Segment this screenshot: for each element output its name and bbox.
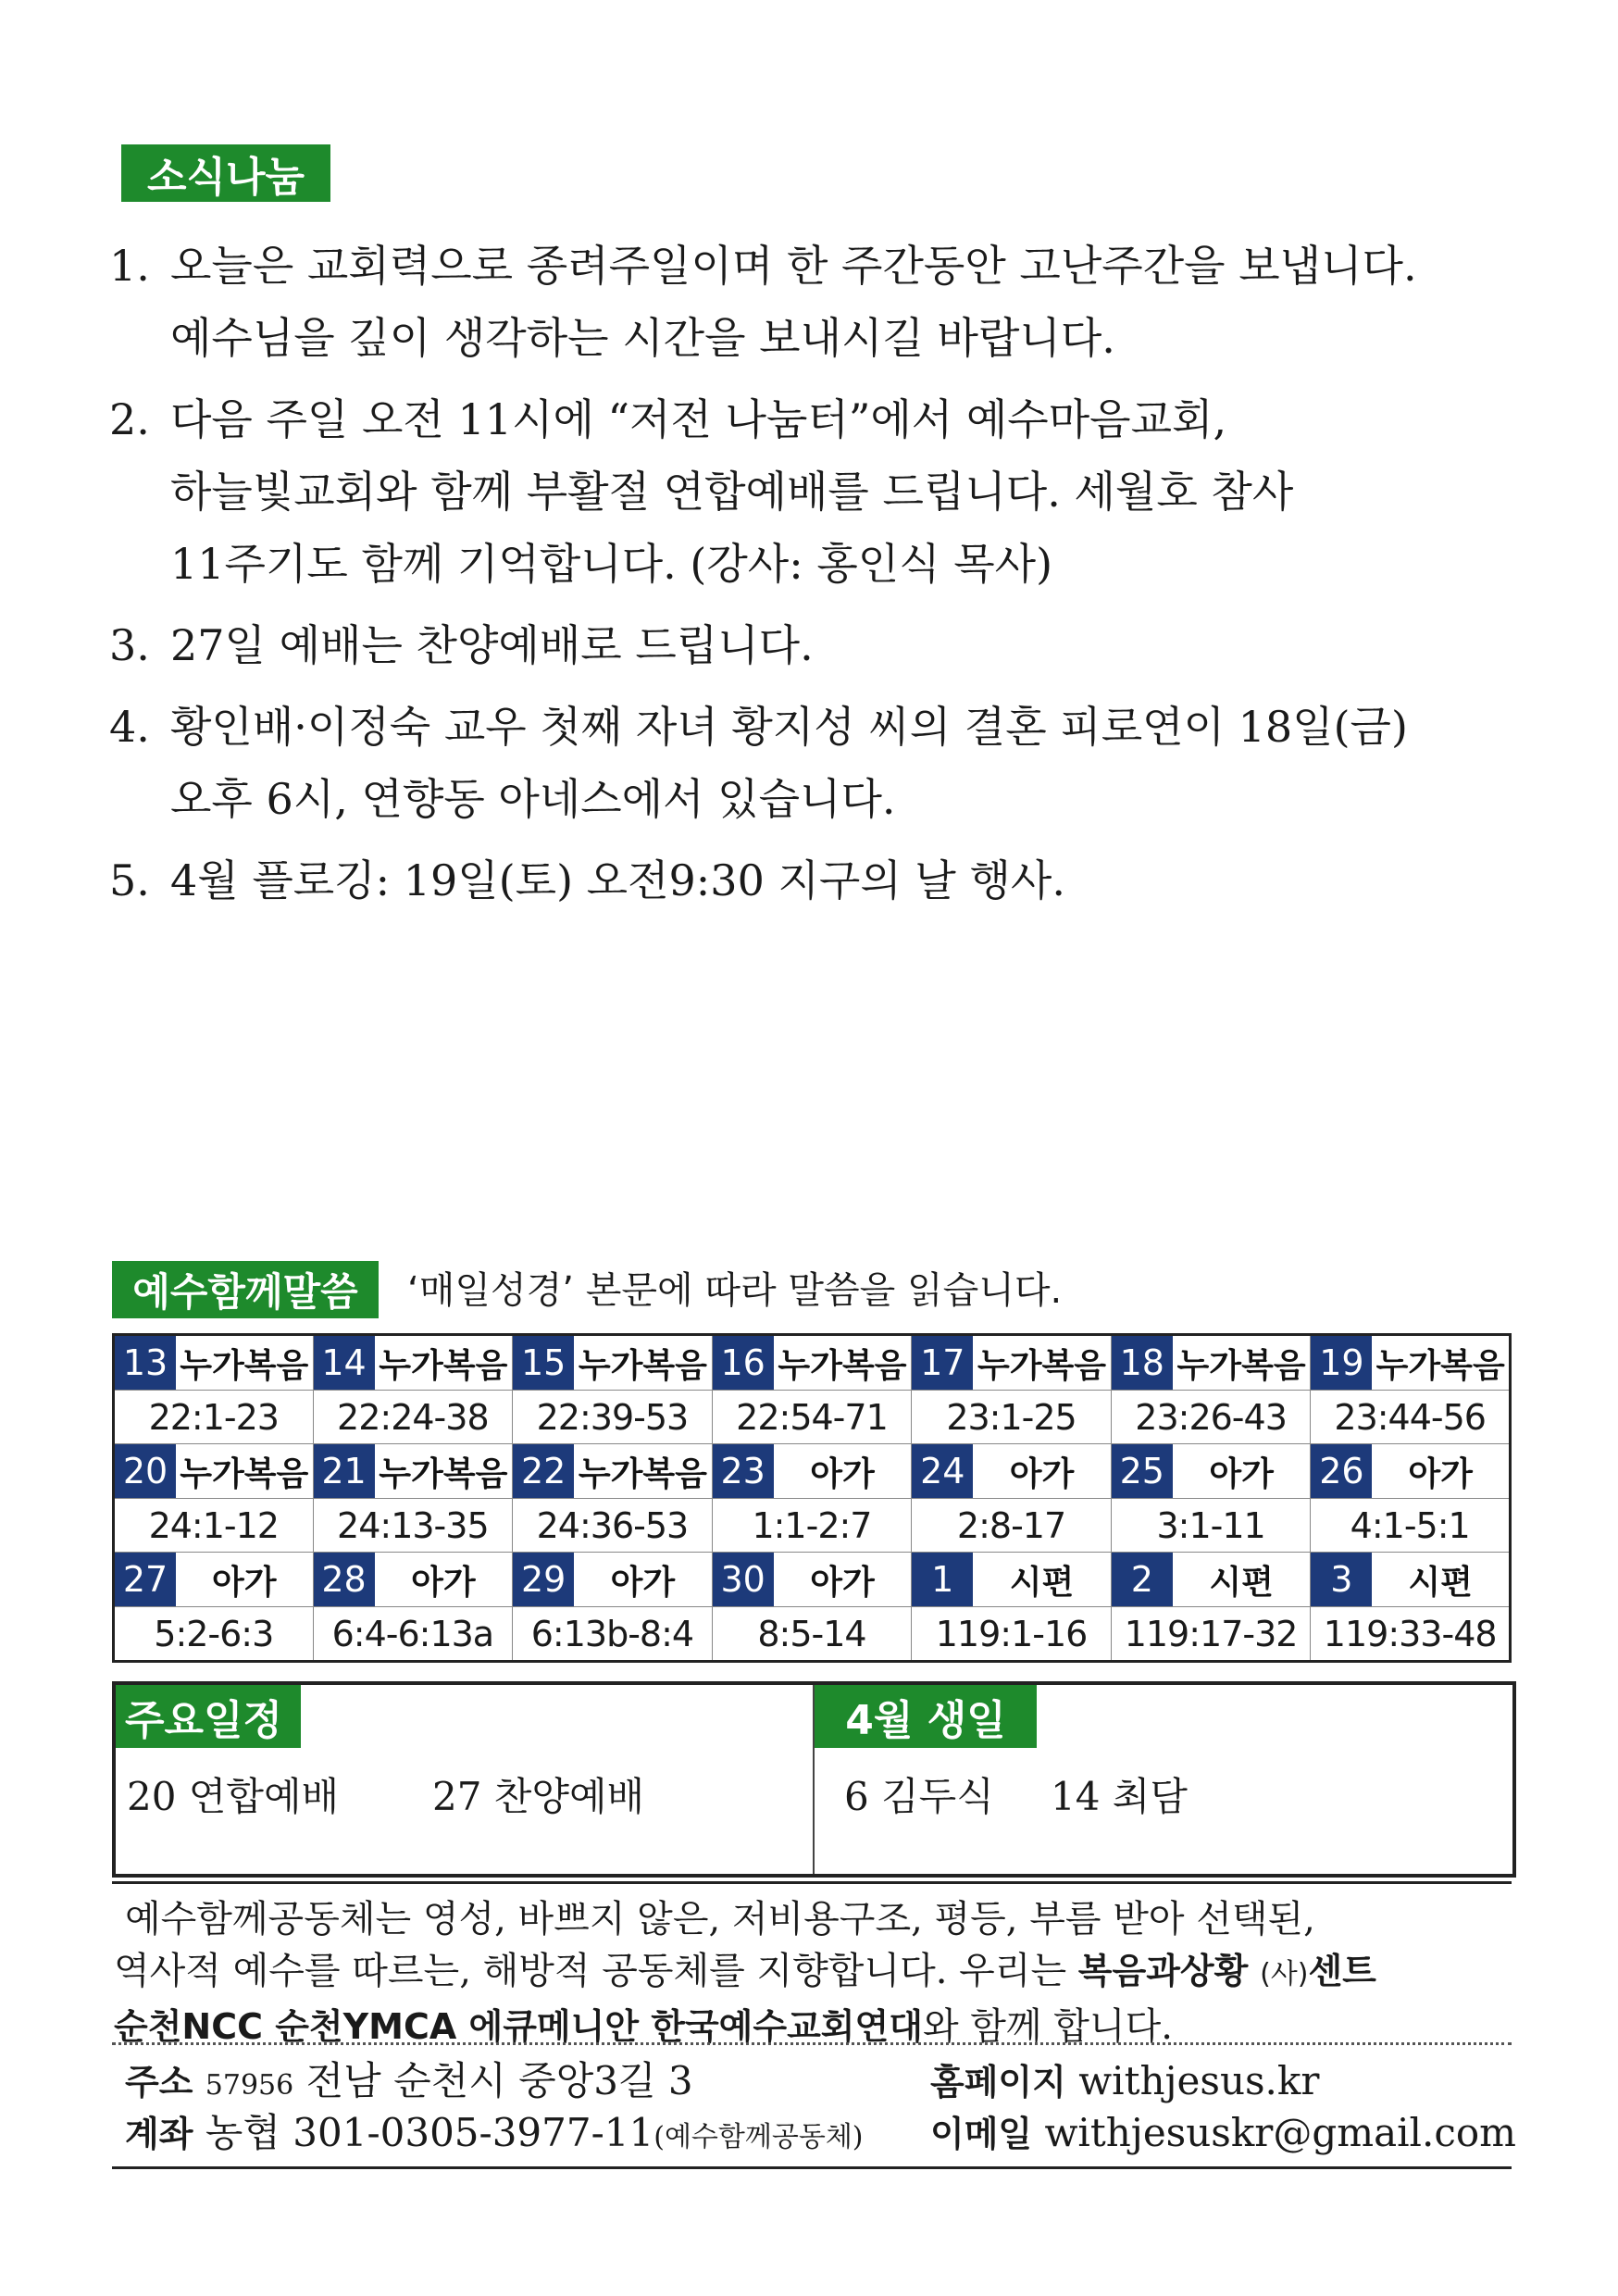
reading-day-row — [114, 1553, 1511, 1607]
book-name: 누가복음 — [977, 1346, 1107, 1385]
verse-range: 22:24-38 — [313, 1391, 513, 1444]
reading-verse-row — [114, 1607, 1511, 1662]
book-name: 누가복음 — [578, 1454, 707, 1493]
book-name: 누가복음 — [1375, 1346, 1505, 1385]
verse-range: 6:4-6:13a — [313, 1607, 513, 1662]
news-item — [109, 609, 1553, 681]
book-name: 누가복음 — [379, 1454, 508, 1493]
verse-range: 22:39-53 — [513, 1391, 713, 1444]
homepage-label: 홈페이지 — [930, 2062, 1066, 2103]
news-item-text: 다음 주일 오전 11시에 “저전 나눔터”에서 예수마음교회, 하늘빛교회와 함께 부활절 연합예배를 드립니다. 세월호 참사 11주기도 함께 기억합니다. (강사: 홍인식 목사) — [170, 394, 1294, 589]
verse-range: 6:13b-8:4 — [513, 1607, 713, 1662]
day-number: 21 — [314, 1444, 375, 1498]
book-name: 아가 — [1408, 1454, 1473, 1493]
day-number: 22 — [513, 1444, 574, 1498]
news-item-text: 4월 플로깅: 19일(토) 오전9:30 지구의 날 행사. — [170, 855, 1065, 905]
account-label: 계좌 — [125, 2114, 193, 2154]
news-item-text: 황인배·이정숙 교우 첫째 자녀 황지성 씨의 결혼 피로연이 18일(금) 오후 6시, 연향동 아네스에서 있습니다. — [170, 702, 1408, 824]
book-name: 아가 — [212, 1563, 277, 1602]
verse-range: 119:1-16 — [912, 1607, 1112, 1662]
book-name: 시편 — [1408, 1563, 1473, 1602]
book-name: 아가 — [610, 1563, 676, 1602]
news-list — [109, 230, 1553, 926]
news-item-number: 3. — [109, 620, 150, 670]
email-link[interactable]: withjesuskr@gmail.com — [1044, 2110, 1516, 2155]
day-number: 26 — [1311, 1444, 1372, 1498]
day-number: 15 — [513, 1336, 574, 1390]
verse-range: 22:1-23 — [114, 1391, 314, 1444]
divider-line — [112, 1881, 1512, 1884]
book-name: 누가복음 — [1176, 1346, 1306, 1385]
reading-day-cell — [912, 1553, 1112, 1607]
day-number: 18 — [1112, 1336, 1173, 1390]
verse-range: 23:44-56 — [1311, 1391, 1511, 1444]
verse-range: 24:13-35 — [313, 1499, 513, 1553]
book-name: 아가 — [810, 1454, 875, 1493]
book-name: 누가복음 — [578, 1346, 707, 1385]
reading-day-cell — [712, 1335, 912, 1391]
book-name: 시편 — [1209, 1563, 1274, 1602]
news-item-number: 1. — [109, 241, 150, 291]
divider-line — [112, 2166, 1512, 2169]
account-line — [125, 2107, 864, 2164]
verse-range: 24:1-12 — [114, 1499, 314, 1553]
email-line — [930, 2107, 1516, 2160]
day-number: 2 — [1112, 1553, 1173, 1606]
day-number: 16 — [713, 1336, 774, 1390]
event-item: 27 찬양예배 — [432, 1774, 645, 1819]
reading-description: ‘매일성경’ 본문에 따라 말씀을 읽습니다. — [407, 1269, 1063, 1312]
reading-day-cell — [1311, 1553, 1511, 1607]
day-number: 3 — [1311, 1553, 1372, 1606]
verse-range: 3:1-11 — [1111, 1499, 1311, 1553]
news-item — [109, 844, 1553, 917]
news-item — [109, 383, 1553, 600]
verse-range: 1:1-2:7 — [712, 1499, 912, 1553]
book-name: 누가복음 — [180, 1454, 309, 1493]
reading-day-cell — [912, 1444, 1112, 1499]
day-number: 17 — [912, 1336, 973, 1390]
day-number: 20 — [115, 1444, 176, 1498]
verse-range: 119:33-48 — [1311, 1607, 1511, 1662]
event-item: 20 연합예배 — [127, 1774, 340, 1819]
reading-day-cell — [313, 1553, 513, 1607]
reading-day-cell — [1111, 1553, 1311, 1607]
day-number: 30 — [713, 1553, 774, 1606]
news-item — [109, 691, 1553, 835]
verse-range: 5:2-6:3 — [114, 1607, 314, 1662]
day-number: 13 — [115, 1336, 176, 1390]
book-name: 시편 — [1009, 1563, 1075, 1602]
address-label: 주소 — [125, 2062, 193, 2103]
verse-range: 8:5-14 — [712, 1607, 912, 1662]
reading-day-cell — [513, 1553, 713, 1607]
reading-day-row — [114, 1335, 1511, 1391]
birthday-item: 6 김두식 — [844, 1774, 994, 1819]
reading-section-title: 예수함께말씀 — [112, 1261, 379, 1318]
verse-range: 23:1-25 — [912, 1391, 1112, 1444]
reading-day-cell — [114, 1444, 314, 1499]
day-number: 29 — [513, 1553, 574, 1606]
book-name: 아가 — [411, 1563, 476, 1602]
news-item-text: 27일 예배는 찬양예배로 드립니다. — [170, 620, 814, 670]
day-number: 25 — [1112, 1444, 1173, 1498]
day-number: 1 — [912, 1553, 973, 1606]
reading-verse-row — [114, 1391, 1511, 1444]
reading-verse-row — [114, 1499, 1511, 1553]
homepage-link[interactable]: withjesus.kr — [1078, 2058, 1320, 2103]
day-number: 28 — [314, 1553, 375, 1606]
birthday-item: 14 최담 — [1051, 1774, 1188, 1819]
reading-day-cell — [114, 1335, 314, 1391]
reading-day-cell — [313, 1444, 513, 1499]
news-item-number: 4. — [109, 702, 150, 752]
reading-day-cell — [1311, 1444, 1511, 1499]
schedule-box — [112, 1681, 1516, 1878]
dotted-divider — [112, 2042, 1512, 2045]
book-name: 누가복음 — [778, 1346, 907, 1385]
day-number: 27 — [115, 1553, 176, 1606]
reading-table — [112, 1333, 1512, 1663]
reading-day-cell — [712, 1553, 912, 1607]
mission-statement — [114, 1893, 1504, 2053]
account-holder: (예수함께공동체) — [653, 2121, 864, 2153]
reading-day-cell — [1311, 1335, 1511, 1391]
reading-day-cell — [912, 1335, 1112, 1391]
partner-name: 복음과상황 — [1077, 1951, 1249, 1991]
postal-code: 57956 — [205, 2069, 294, 2102]
news-item-number: 5. — [109, 855, 150, 905]
birthday-title: 4월 생일 — [815, 1685, 1037, 1748]
day-number: 19 — [1311, 1336, 1372, 1390]
news-item-text: 오늘은 교회력으로 종려주일이며 한 주간동안 고난주간을 보냅니다. 예수님을 깊이 생각하는 시간을 보내시길 바랍니다. — [170, 241, 1417, 363]
address-line — [125, 2055, 693, 2112]
email-label: 이메일 — [930, 2114, 1033, 2154]
verse-range: 2:8-17 — [912, 1499, 1112, 1553]
verse-range: 23:26-43 — [1111, 1391, 1311, 1444]
partner-list: 순천NCC 순천YMCA 에큐메니안 한국예수교회연대 — [114, 2006, 923, 2047]
reading-day-cell — [1111, 1335, 1311, 1391]
book-name: 아가 — [1009, 1454, 1075, 1493]
day-number: 24 — [912, 1444, 973, 1498]
book-name: 아가 — [1209, 1454, 1274, 1493]
verse-range: 119:17-32 — [1111, 1607, 1311, 1662]
account-number: 농협 301-0305-3977-11 — [205, 2110, 654, 2155]
mission-text: 와 함께 합니다. — [922, 2005, 1173, 2048]
verse-range: 22:54-71 — [712, 1391, 912, 1444]
reading-day-cell — [114, 1553, 314, 1607]
partner-name: 센트 — [1308, 1951, 1376, 1991]
reading-day-row — [114, 1444, 1511, 1499]
day-number: 14 — [314, 1336, 375, 1390]
reading-day-cell — [513, 1444, 713, 1499]
reading-day-cell — [1111, 1444, 1311, 1499]
verse-range: 24:36-53 — [513, 1499, 713, 1553]
mission-text: 역사적 예수를 따르는, 해방적 공동체를 지향합니다. 우리는 — [114, 1950, 1078, 1992]
news-item — [109, 230, 1553, 374]
reading-day-cell — [513, 1335, 713, 1391]
news-item-number: 2. — [109, 394, 150, 444]
reading-day-cell — [313, 1335, 513, 1391]
partner-prefix: (사) — [1260, 1958, 1309, 1990]
book-name: 아가 — [810, 1563, 875, 1602]
address-text: 전남 순천시 중앙3길 3 — [305, 2058, 693, 2103]
verse-range: 4:1-5:1 — [1311, 1499, 1511, 1553]
book-name: 누가복음 — [379, 1346, 508, 1385]
homepage-line — [930, 2055, 1319, 2108]
reading-day-cell — [712, 1444, 912, 1499]
news-section-title: 소식나눔 — [121, 144, 330, 202]
mission-text: 예수함께공동체는 영성, 바쁘지 않은, 저비용구조, 평등, 부름 받아 선택된, — [125, 1898, 1315, 1940]
events-title: 주요일정 — [116, 1685, 301, 1748]
day-number: 23 — [713, 1444, 774, 1498]
book-name: 누가복음 — [180, 1346, 309, 1385]
